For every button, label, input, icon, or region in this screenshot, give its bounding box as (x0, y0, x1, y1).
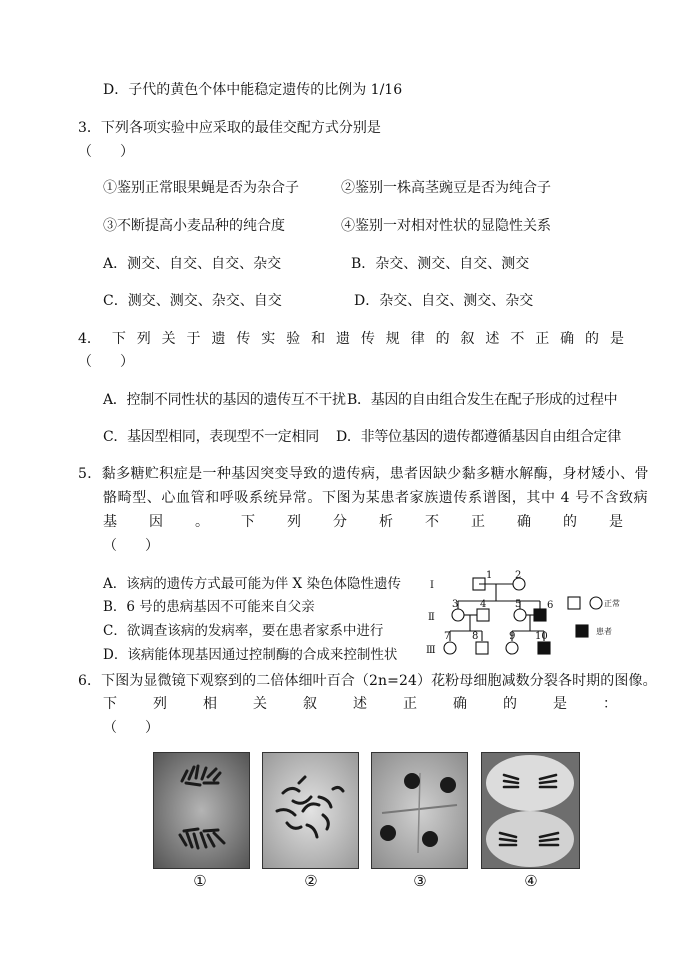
q6-char: 列 (153, 696, 167, 712)
pedigree-chart (420, 568, 620, 664)
q2-option-d: D．子代的黄色个体中能稳定遗传的比例为 1/16 (103, 82, 403, 98)
legend-normal-female (590, 597, 602, 609)
pedigree-number-7: 7 (444, 631, 451, 642)
q4-stem-char: 是 (609, 331, 624, 347)
q4-option-b: B．基因的自由组合发生在配子形成的过程中 (347, 392, 618, 408)
q3-item-2: ②鉴别一株高茎豌豆是否为纯合子 (341, 180, 551, 196)
q3-item-4: ④鉴别一对相对性状的显隐性关系 (341, 218, 551, 234)
q4-stem-char: 遗 (211, 331, 226, 347)
q6-line1: 6．下图为显微镜下观察到的二倍体细叶百合（2n=24）花粉母细胞减数分裂各时期的图像。 (78, 673, 657, 689)
q5-line1: 5．黏多糖贮积症是一种基因突变导致的遗传病，患者因缺少黏多糖水解酶，身材矮小、骨 (78, 466, 649, 482)
q5-char: 确 (517, 514, 531, 530)
pedigree-individual-6 (534, 609, 546, 621)
pedigree-individual-3 (452, 609, 464, 621)
pedigree-individual-5 (514, 609, 526, 621)
pedigree-number-8: 8 (472, 631, 479, 642)
q5-char: 析 (379, 514, 393, 530)
caption-2: ② (304, 872, 318, 890)
legend-normal-male (568, 597, 580, 609)
q3-option-b: B．杂交、测交、自交、测交 (351, 256, 530, 272)
q4-stem-char: 于 (186, 331, 201, 347)
q4-stem-char: 叙 (460, 331, 475, 347)
q5-line2: 骼畸型、心血管和呼吸系统异常。下图为某患者家族遗传系谱图，其中 4 号不含致病 (103, 490, 649, 506)
q4-stem-char: 述 (485, 331, 500, 347)
generation-label-2: Ⅱ (428, 612, 435, 623)
q5-char: 基 (103, 514, 117, 530)
generation-label-3: Ⅲ (426, 645, 436, 656)
q4-stem-char: 律 (410, 331, 425, 347)
q6-char: ： (603, 696, 617, 712)
pedigree-number-6: 6 (547, 600, 554, 611)
pedigree-number-4: 4 (480, 599, 487, 610)
q4-stem-char: 4． (78, 331, 101, 347)
q5-paren: （ ） (103, 538, 159, 554)
q4-option-a: A．控制不同性状的基因的遗传互不干扰 (103, 392, 346, 408)
pedigree-individual-4 (477, 609, 489, 621)
q5-option-d: D．该病能体现基因通过控制酶的合成来控制性状 (103, 647, 398, 663)
q6-line2 (103, 694, 617, 714)
pedigree-number-3: 3 (452, 599, 459, 610)
q3-item-1: ①鉴别正常眼果蝇是否为杂合子 (103, 180, 299, 196)
q4-stem-char: 传 (236, 331, 251, 347)
q5-char: 列 (287, 514, 301, 530)
pedigree-number-2: 2 (515, 570, 522, 581)
micrograph-4 (481, 752, 580, 869)
q3-option-d: D．杂交、自交、测交、杂交 (354, 293, 534, 309)
legend-normal-label: 正常 (604, 599, 620, 608)
q4-stem-char: 和 (311, 331, 326, 347)
pedigree-individual-8 (476, 642, 488, 654)
pedigree-individual-10 (538, 642, 550, 654)
q5-char: 下 (241, 514, 255, 530)
q4-stem-char: 规 (385, 331, 400, 347)
q4-stem-char: 的 (435, 331, 450, 347)
pedigree-number-5: 5 (515, 599, 522, 610)
caption-1: ① (193, 872, 207, 890)
q5-char: 因 (149, 514, 163, 530)
q3-item-3: ③不断提高小麦品种的纯合度 (103, 218, 285, 234)
micrograph-3 (371, 752, 468, 869)
q6-char: 正 (403, 696, 417, 712)
q4-stem-char: 的 (585, 331, 600, 347)
pedigree-number-1: 1 (486, 570, 493, 581)
q4-stem-char: 关 (161, 331, 176, 347)
q4-stem (78, 329, 624, 349)
q3-option-a: A．测交、自交、自交、杂交 (103, 256, 282, 272)
q5-option-c: C．欲调查该病的发病率，要在患者家系中进行 (103, 623, 384, 639)
caption-4: ④ (524, 872, 538, 890)
q3-paren: （ ） (78, 144, 134, 160)
pedigree-number-10: 10 (535, 631, 548, 642)
q6-char: 下 (103, 696, 117, 712)
q6-char: 关 (253, 696, 267, 712)
legend-affected-male (576, 625, 588, 637)
q5-char: 分 (333, 514, 347, 530)
caption-3: ③ (413, 872, 427, 890)
q4-paren: （ ） (78, 354, 134, 370)
q5-char: 是 (609, 514, 623, 530)
micrograph-2 (262, 752, 359, 869)
q4-stem-char: 下 (111, 331, 126, 347)
micrograph-1 (153, 752, 250, 869)
q6-char: 述 (353, 696, 367, 712)
pedigree-individual-9 (506, 642, 518, 654)
q4-stem-char: 传 (360, 331, 375, 347)
q5-option-a: A．该病的遗传方式最可能为伴 X 染色体隐性遗传 (103, 576, 401, 592)
q4-option-c: C．基因型相同，表现型不一定相同 (103, 429, 319, 445)
generation-label-1: Ⅰ (430, 580, 434, 591)
q4-option-d: D．非等位基因的遗传都遵循基因自由组合定律 (336, 429, 621, 445)
q4-stem-char: 不 (510, 331, 525, 347)
pedigree-number-9: 9 (509, 631, 516, 642)
q3-stem: 3．下列各项实验中应采取的最佳交配方式分别是 (78, 120, 381, 136)
legend-affected-label: 患者 (596, 627, 612, 636)
q6-char: 确 (453, 696, 467, 712)
q6-char: 是 (553, 696, 567, 712)
q5-option-b: B．6 号的患病基因不可能来自父亲 (103, 599, 315, 615)
q4-stem-char: 确 (560, 331, 575, 347)
q4-stem-char: 验 (286, 331, 301, 347)
q5-char: 不 (425, 514, 439, 530)
q4-stem-char: 正 (535, 331, 550, 347)
pedigree-individual-7 (444, 642, 456, 654)
q6-char: 相 (203, 696, 217, 712)
q5-char: 正 (471, 514, 485, 530)
q5-line3 (103, 512, 623, 532)
q4-stem-char: 列 (136, 331, 151, 347)
q6-char: 叙 (303, 696, 317, 712)
q3-option-c: C．测交、测交、杂交、自交 (103, 293, 282, 309)
q5-char: 的 (563, 514, 577, 530)
q6-char: 的 (503, 696, 517, 712)
q6-paren: （ ） (103, 720, 159, 736)
q5-char: 。 (195, 514, 209, 530)
q4-stem-char: 遗 (335, 331, 350, 347)
q4-stem-char: 实 (261, 331, 276, 347)
